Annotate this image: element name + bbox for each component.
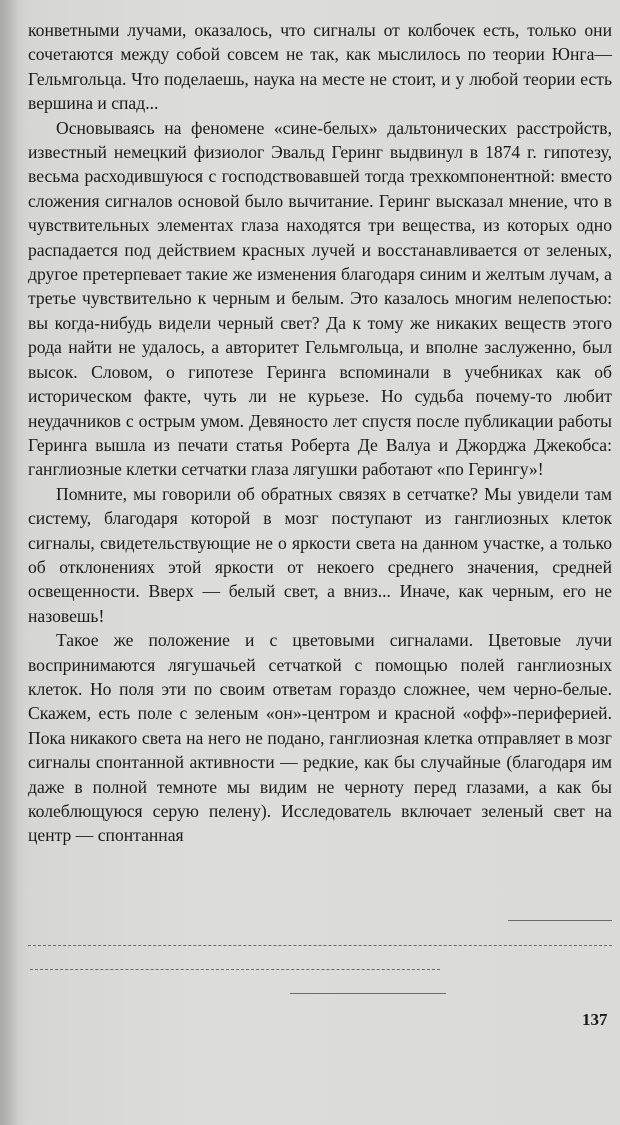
body-text [28, 18, 612, 848]
page-number: 137 [582, 1010, 608, 1029]
pencil-underline [508, 920, 612, 921]
pencil-underline [28, 945, 612, 946]
pencil-underline [290, 993, 446, 994]
paragraph-4: Такое же положение и с цветовыми сигналами. Цветовые лучи воспринимаются лягушачьей сетчаткой с помощью полей ганглиозных клеток. Но поля эти по своим ответам гораздо сложнее, чем черно-белые. Скажем, есть поле с зеленым «он»-центром и красной «офф»-периферией. Пока никакого света на него не подано, ганглиозная клетка отправляет в мозг сигналы спонтанной активности — редкие, как бы случайные (благодаря им даже в полной темноте мы видим не черноту перед глазами, а как бы колеблющуюся серую пелену). Исследователь включает зеленый свет на центр — спонтанная [28, 630, 612, 846]
paragraph-2: Основываясь на феномене «сине-белых» дальтонических расстройств, известный немецкий физиолог Эвальд Геринг выдвинул в 1874 г. гипотезу, весьма расходившуюся с господствовавшей тогда трехкомпонентной: вместо сложения сигналов основой было вычитание. Геринг высказал мнение, что в чувствительных элементах глаза находятся три вещества, из которых одно распадается под действием красных лучей и восстанавливается от зеленых, другое претерпевает такие же изменения благодаря синим и желтым лучам, а третье чувствительно к черным и белым. Это казалось многим нелепостью: вы когда-нибудь видели черный свет? Да к тому же никаких веществ этого рода найти не удалось, а авторитет Гельмгольца, и вполне заслуженно, был высок. Словом, о гипотезе Геринга вспоминали в учебниках как об историческом факте, чуть ли не курьезе. Но судьба почему-то любит неудачников с острым умом. Девяносто лет спустя после публикации работы Геринга вышла из печати статья Роберта Де Валуа и Джорджа Джекобса: ганглиозные клетки сетчатки глаза лягушки работают «по Герингу»! [28, 117, 612, 480]
page-gutter-shadow [0, 0, 18, 1125]
paragraph-1: конветными лучами, оказалось, что сигналы от колбочек есть, только они сочетаются между собой совсем не так, как мыслилось по теории Юнга—Гельмгольца. Что поделаешь, наука на месте не стоит, и у любой теории есть вершина и спад... [28, 20, 612, 114]
pencil-underline [30, 969, 440, 970]
paragraph-3: Помните, мы говорили об обратных связях в сетчатке? Мы увидели там систему, благодаря которой в мозг поступают из ганглиозных клеток сигналы, свидетельствующие не о яркости света на данном участке, а только об отклонениях этой яркости от некоего среднего значения, средней освещенности. Вверх — белый свет, а вниз... Иначе, как черным, его не назовешь! [28, 483, 612, 626]
